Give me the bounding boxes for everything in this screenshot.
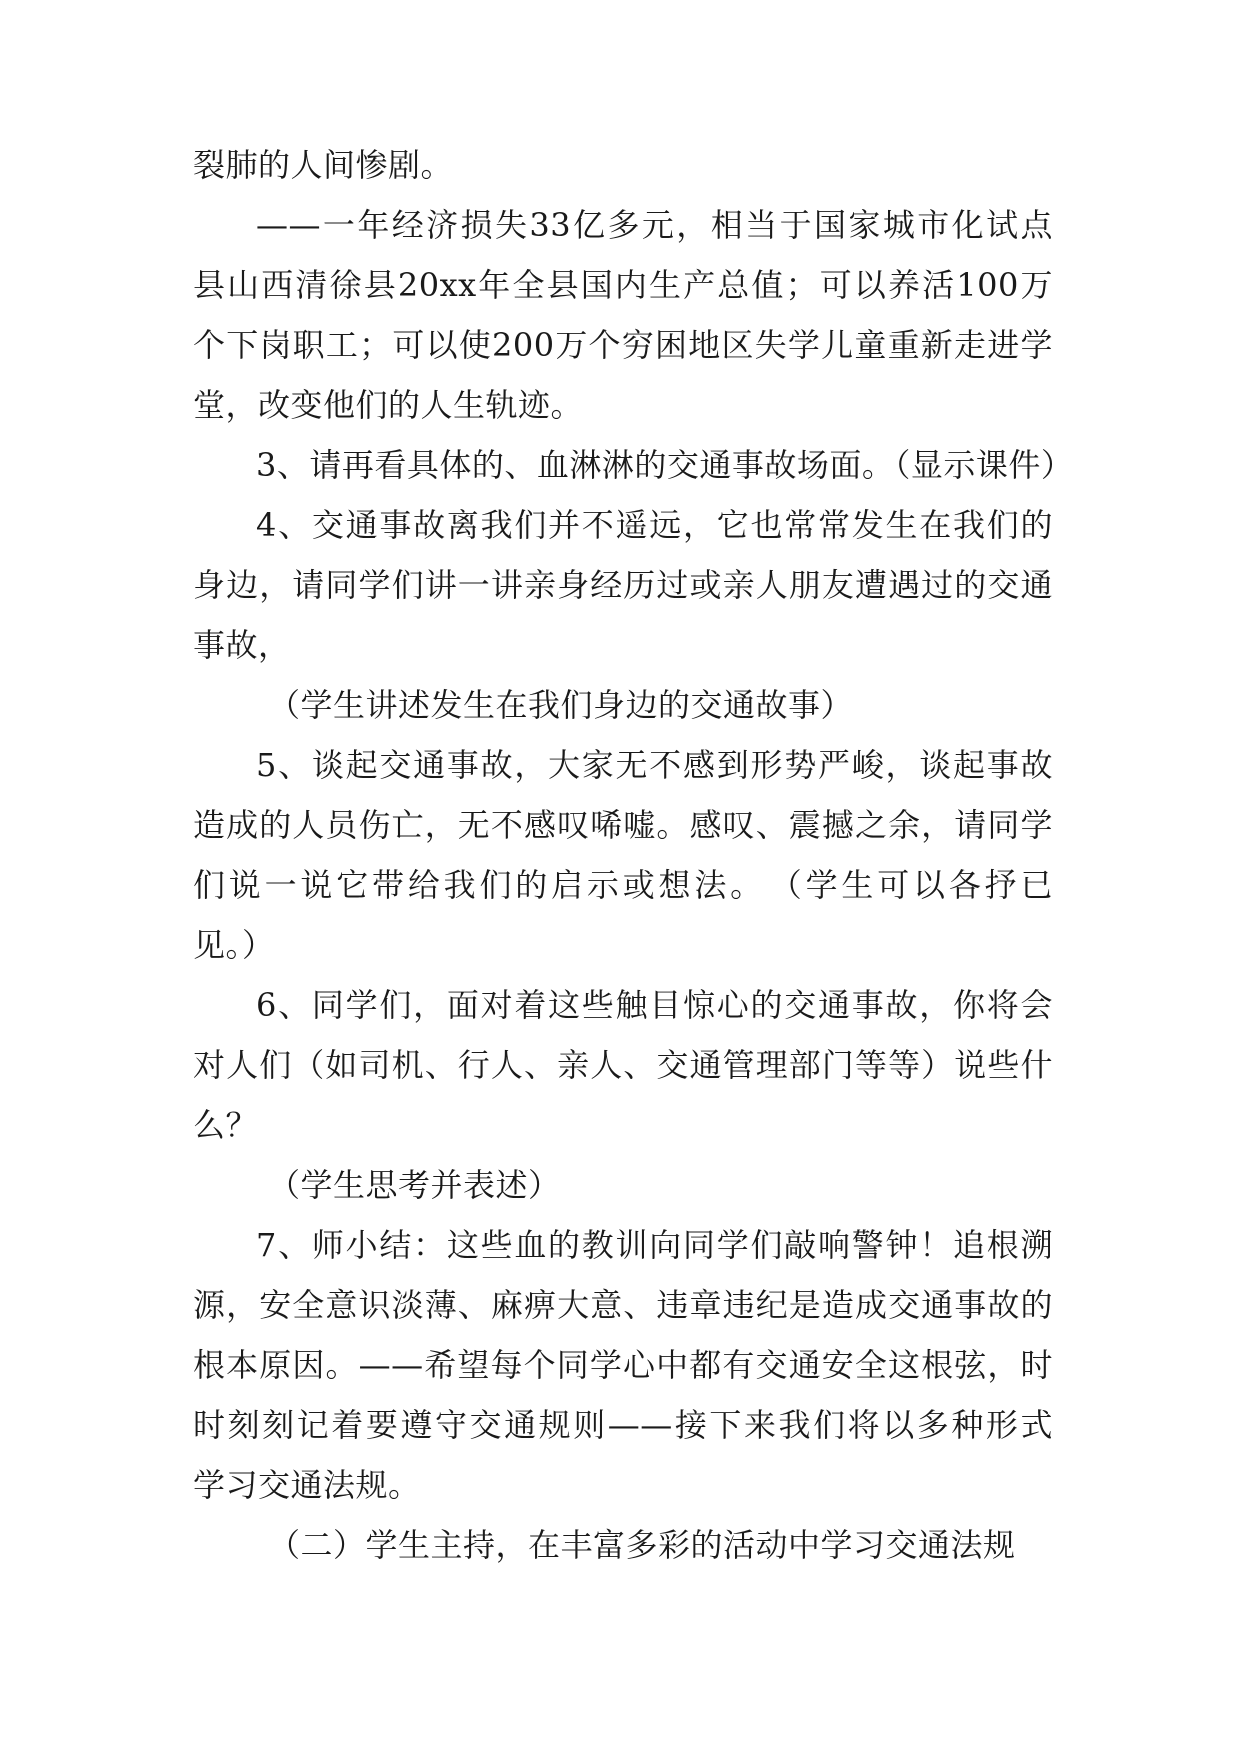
text-line: 裂肺的人间惨剧。 [193,146,454,184]
text-line: 学习交通法规。 [193,1466,421,1504]
text-line: 3、请再看具体的、血淋淋的交通事故场面。（显示课件） [256,446,1074,484]
text-line: 么？ [193,1106,259,1144]
text-line: 4、交通事故离我们并不遥远，它也常常发生在我们的 [256,506,1053,544]
text-line: 堂，改变他们的人生轨迹。 [193,386,584,424]
text-line: 造成的人员伤亡，无不感叹唏嘘。感叹、震撼之余，请同学 [193,806,1053,844]
text-line: （学生讲述发生在我们身边的交通故事） [268,686,854,724]
text-line: 见。） [193,926,275,964]
text-line: 5、谈起交通事故，大家无不感到形势严峻，谈起事故 [256,746,1053,784]
text-line: 对人们（如司机、行人、亲人、交通管理部门等等）说些什 [193,1046,1053,1084]
text-line: 事故， [193,626,291,664]
text-line: 县山西清徐县20xx年全县国内生产总值；可以养活100万 [193,266,1053,304]
text-line: ——一年经济损失33亿多元，相当于国家城市化试点 [256,206,1053,244]
text-line: （学生思考并表述） [268,1166,561,1204]
text-line: 源，安全意识淡薄、麻痹大意、违章违纪是造成交通事故的 [193,1286,1053,1324]
text-line: 时刻刻记着要遵守交通规则——接下来我们将以多种形式 [193,1406,1053,1444]
text-line: 6、同学们，面对着这些触目惊心的交通事故，你将会 [256,986,1053,1024]
text-line: 身边，请同学们讲一讲亲身经历过或亲人朋友遭遇过的交通 [193,566,1053,604]
text-line: 们说一说它带给我们的启示或想法。 （学生可以各抒已 [193,866,1053,904]
text-line: 根本原因。——希望每个同学心中都有交通安全这根弦，时 [193,1346,1053,1384]
text-line: 个下岗职工；可以使200万个穷困地区失学儿童重新走进学 [193,326,1053,364]
text-line: 7、师小结：这些血的教训向同学们敲响警钟！追根溯 [256,1226,1053,1264]
section-heading: （二）学生主持，在丰富多彩的活动中学习交通法规 [268,1526,1016,1564]
